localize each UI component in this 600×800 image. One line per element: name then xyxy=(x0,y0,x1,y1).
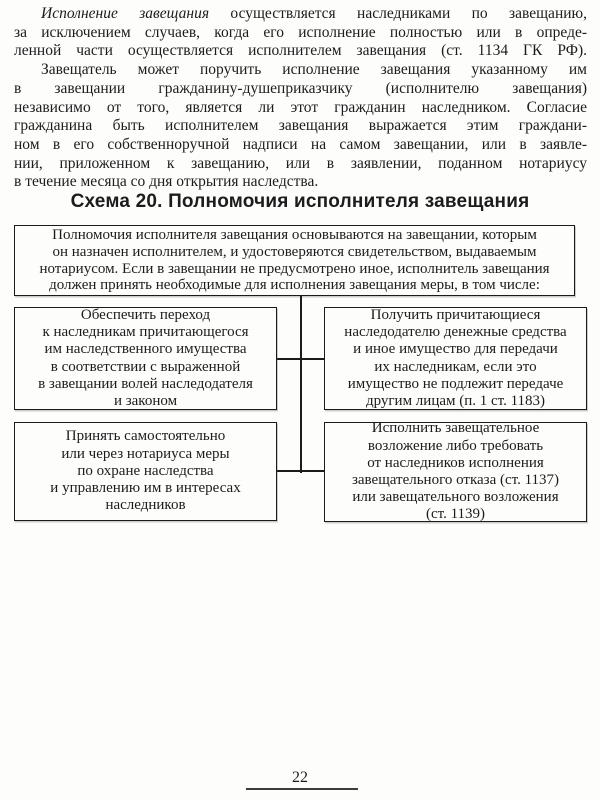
flow-box-protection-measures xyxy=(14,422,277,521)
text-line: ленной части осуществляется исполнителем завещания (ст. 1134 ГК РФ). xyxy=(14,42,587,60)
text-line: должен принять необходимые для исполнения завещания меры, в том числе: xyxy=(49,277,540,294)
text-line: завещательного отказа (ст. 1137) xyxy=(351,472,560,488)
text-line: в соответствии с выраженной xyxy=(50,358,241,375)
flow-box-text xyxy=(15,227,574,293)
paragraph-1 xyxy=(14,5,587,61)
flow-box-execute-assignment xyxy=(324,422,587,522)
connector-stem xyxy=(300,296,302,473)
text-line: Принять самостоятельно xyxy=(65,428,226,445)
body-text xyxy=(14,5,587,192)
flow-box-text xyxy=(325,307,586,410)
text-line: возложение либо требовать xyxy=(367,437,544,454)
connector-rung-bottom xyxy=(277,470,325,472)
paragraph-2 xyxy=(14,61,587,192)
text-line: Исполнить завещательное xyxy=(371,420,540,437)
text-line: Обеспечить переход xyxy=(80,306,211,323)
text-line: наследников xyxy=(105,497,186,514)
text-line: и управлению им в интересах xyxy=(50,480,241,497)
text-line: Получить причитающиеся xyxy=(370,306,541,323)
text-line: и законом xyxy=(113,392,178,409)
text-line: или завещательного возложения xyxy=(352,489,559,506)
text-line: наследодателю денежные средства xyxy=(344,324,567,341)
text-line: и иное имущество для передачи xyxy=(353,341,558,358)
text-line: нии, приложенном к завещанию, или в заявлении, поданном нотариусу xyxy=(14,154,587,172)
scheme-heading: Схема 20. Полномочия исполнителя завещания xyxy=(70,191,530,212)
text-line: нотариусом. Если в завещании не предусмотрено иное, исполнитель завещания xyxy=(39,260,550,277)
text-line: их наследникам, если это xyxy=(374,358,537,375)
text-line: (ст. 1139) xyxy=(425,506,486,523)
text-line: или через нотариуса меры xyxy=(61,445,230,462)
flow-box-ensure-transfer xyxy=(14,307,277,410)
text-line: им наследственного имущества xyxy=(44,341,247,358)
paragraph-2-lines xyxy=(14,61,587,192)
page-number: 22 xyxy=(292,769,308,786)
text-line: гражданина быть исполнителем завещания выражается этим граждани- xyxy=(14,117,587,135)
flow-box-text xyxy=(15,428,276,514)
paragraph-line-text: осуществляется наследниками по завещанию, xyxy=(209,5,587,22)
text-line: в завещании гражданину-душеприказчику (исполнителю завещания) xyxy=(14,79,587,97)
footer-rule xyxy=(246,788,358,790)
lead-italic-text: Исполнение завещания xyxy=(41,5,210,22)
text-line: в завещании волей наследодателя xyxy=(38,375,253,392)
text-line: в течение месяца со дня открытия наследства. xyxy=(14,173,319,191)
connector-rung-top xyxy=(277,358,325,360)
text-line: независимо от того, является ли этот гражданин наследником. Согласие xyxy=(14,98,587,116)
text-line: от наследников исполнения xyxy=(367,454,544,471)
paragraph-line xyxy=(14,5,587,24)
paragraph-1-lines xyxy=(14,24,587,61)
text-line: он назначен исполнителем, и удостоверяются свидетельством, выдаваемым xyxy=(52,243,537,260)
text-line: к наследникам причитающегося xyxy=(42,324,249,341)
flow-box-powers-basis xyxy=(14,225,575,296)
text-line: ном в его собственноручной надписи на самом завещании, или в заявле- xyxy=(14,135,587,153)
text-line: за исключением случаев, когда его исполнение полностью или в опреде- xyxy=(14,23,587,41)
text-line: имущество не подлежит передаче xyxy=(347,375,564,392)
text-line: другим лицам (п. 1 ст. 1183) xyxy=(365,392,546,409)
text-line: по охране наследства xyxy=(77,462,214,479)
text-line: Завещатель может поручить исполнение завещания указанному им xyxy=(41,61,587,79)
flow-box-text xyxy=(15,307,276,410)
text-line: Полномочия исполнителя завещания основываются на завещании, которым xyxy=(52,227,537,244)
flow-box-receive-funds xyxy=(324,307,587,410)
flow-box-text xyxy=(325,420,586,523)
